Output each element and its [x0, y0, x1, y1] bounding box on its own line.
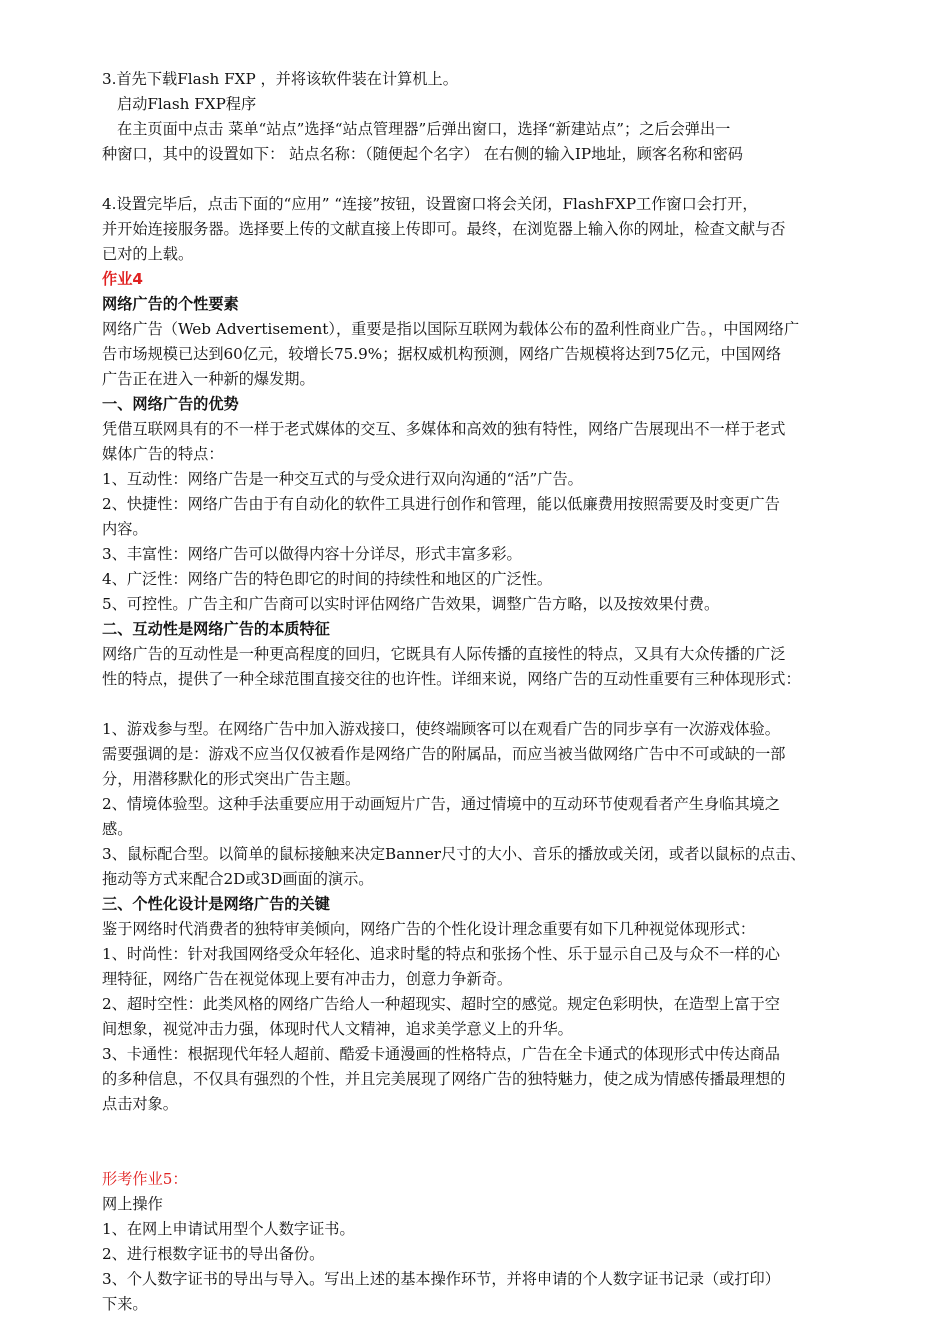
- section1-line: 4、广泛性：网络广告的特色即它的时间的持续性和地区的广泛性。: [102, 570, 553, 588]
- hw5-line: 3、个人数字证书的导出与导入。写出上述的基本操作环节，并将申请的个人数字证书记录（或打印）: [102, 1270, 780, 1288]
- hw5-line: 1、在网上申请试用型个人数字证书。: [102, 1220, 355, 1238]
- homework5-title: 形考作业5：: [102, 1170, 188, 1188]
- section1-line: 3、丰富性：网络广告可以做得内容十分详尽，形式丰富多彩。: [102, 545, 522, 563]
- section1-line: 内容。: [102, 520, 148, 538]
- document-page: [102, 67, 862, 1317]
- section1-line: 5、可控性。广告主和广告商可以实时评估网络广告效果，调整广告方略，以及按效果付费。: [102, 595, 720, 613]
- hw5-line: 下来。: [102, 1295, 148, 1313]
- section2-item-line: 分，用潜移默化的形式突出广告主题。: [102, 770, 361, 788]
- section1-line: 2、快捷性：网络广告由于有自动化的软件工具进行创作和管理，能以低廉费用按照需要及时变更广告: [102, 495, 780, 513]
- homework4-title: 作业4: [102, 270, 143, 288]
- site-manager-line-1: 在主页面中点击 菜单“站点”选择“站点管理器”后弹出窗口，选择“新建站点”；之后会弹出一: [117, 120, 731, 138]
- section2-item-line: 1、游戏参与型。在网络广告中加入游戏接口，使终端顾客可以在观看广告的同步享有一次游戏体验。: [102, 720, 780, 738]
- section3-heading: 三、个性化设计是网络广告的关键: [102, 895, 330, 913]
- section3-line: 3、卡通性：根据现代年轻人超前、酷爱卡通漫画的性格特点，广告在全卡通式的体现形式中传达商品: [102, 1045, 780, 1063]
- section3-line: 点击对象。: [102, 1095, 178, 1113]
- step4-line-2: 并开始连接服务器。选择要上传的文献直接上传即可。最终，在浏览器上输入你的网址，检查文献与否: [102, 220, 786, 238]
- section1-line: 1、互动性：网络广告是一种交互式的与受众进行双向沟通的“活”广告。: [102, 470, 583, 488]
- section2-item-line: 2、情境体验型。这种手法重要应用于动画短片广告，通过情境中的互动环节使观看者产生身临其境之: [102, 795, 780, 813]
- section1-heading: 一、网络广告的优势: [102, 395, 239, 413]
- section2-line: 网络广告的互动性是一种更高程度的回归，它既具有人际传播的直接性的特点，又具有大众传播的广泛: [102, 645, 786, 663]
- hw4-intro-line: 网络广告（Web Advertisement），重要是指以国际互联网为载体公布的盈利性商业广告。，中国网络广: [102, 320, 800, 338]
- section2-item-line: 3、鼠标配合型。以简单的鼠标接触来决定Banner尺寸的大小、音乐的播放或关闭，或者以鼠标的点击、: [102, 845, 806, 863]
- section3-line: 间想象，视觉冲击力强，体现时代人文精神，追求美学意义上的升华。: [102, 1020, 573, 1038]
- section2-item-line: 拖动等方式来配合2D或3D画面的演示。: [102, 870, 374, 888]
- blank-gap: [102, 167, 862, 192]
- section2-item-line: 需要强调的是：游戏不应当仅仅被看作是网络广告的附属品，而应当被当做网络广告中不可或缺的一部: [102, 745, 786, 763]
- hw4-intro-line: 告市场规模已达到60亿元，较增长75.9%；据权威机构预测，网络广告规模将达到75亿元，中国网络: [102, 345, 782, 363]
- launch-program-line: 启动Flash FXP程序: [117, 95, 257, 113]
- blank-gap: [102, 692, 862, 717]
- section2-heading: 二、互动性是网络广告的本质特征: [102, 620, 330, 638]
- section1-line: 媒体广告的特点：: [102, 445, 224, 463]
- step4-line-1: 4.设置完毕后，点击下面的“应用” “连接”按钮，设置窗口将会关闭，FlashFXP工作窗口会打开，: [102, 195, 758, 213]
- section2-line: 性的特点，提供了一种全球范围直接交往的也许性。详细来说，网络广告的互动性重要有三种体现形式：: [102, 670, 801, 688]
- section3-line: 2、超时空性：此类风格的网络广告给人一种超现实、超时空的感觉。规定色彩明快，在造型上富于空: [102, 995, 780, 1013]
- blank-gap: [102, 1117, 862, 1167]
- section1-line: 凭借互联网具有的不一样于老式媒体的交互、多媒体和高效的独有特性，网络广告展现出不一样于老式: [102, 420, 786, 438]
- section2-item-line: 感。: [102, 820, 133, 838]
- step4-line-3: 已对的上载。: [102, 245, 194, 263]
- section3-line: 理特征，网络广告在视觉体现上要有冲击力，创意力争新奇。: [102, 970, 513, 988]
- site-manager-line-2: 种窗口，其中的设置如下： 站点名称：（随便起个名字） 在右侧的输入IP地址，顾客名称和密码: [102, 145, 743, 163]
- section3-line: 1、时尚性：针对我国网络受众年轻化、追求时髦的特点和张扬个性、乐于显示自己及与众不一样的心: [102, 945, 780, 963]
- homework4-heading: 网络广告的个性要素: [102, 295, 239, 313]
- section3-line: 的多种信息，不仅具有强烈的个性，并且完美展现了网络广告的独特魅力，使之成为情感传播最理想的: [102, 1070, 786, 1088]
- hw5-line: 网上操作: [102, 1195, 163, 1213]
- hw5-line: 2、进行根数字证书的导出备份。: [102, 1245, 325, 1263]
- section3-line: 鉴于网络时代消费者的独特审美倾向，网络广告的个性化设计理念重要有如下几种视觉体现形式：: [102, 920, 756, 938]
- step3-line: 3.首先下载Flash FXP ，并将该软件装在计算机上。: [102, 70, 458, 88]
- hw4-intro-line: 广告正在进入一种新的爆发期。: [102, 370, 315, 388]
